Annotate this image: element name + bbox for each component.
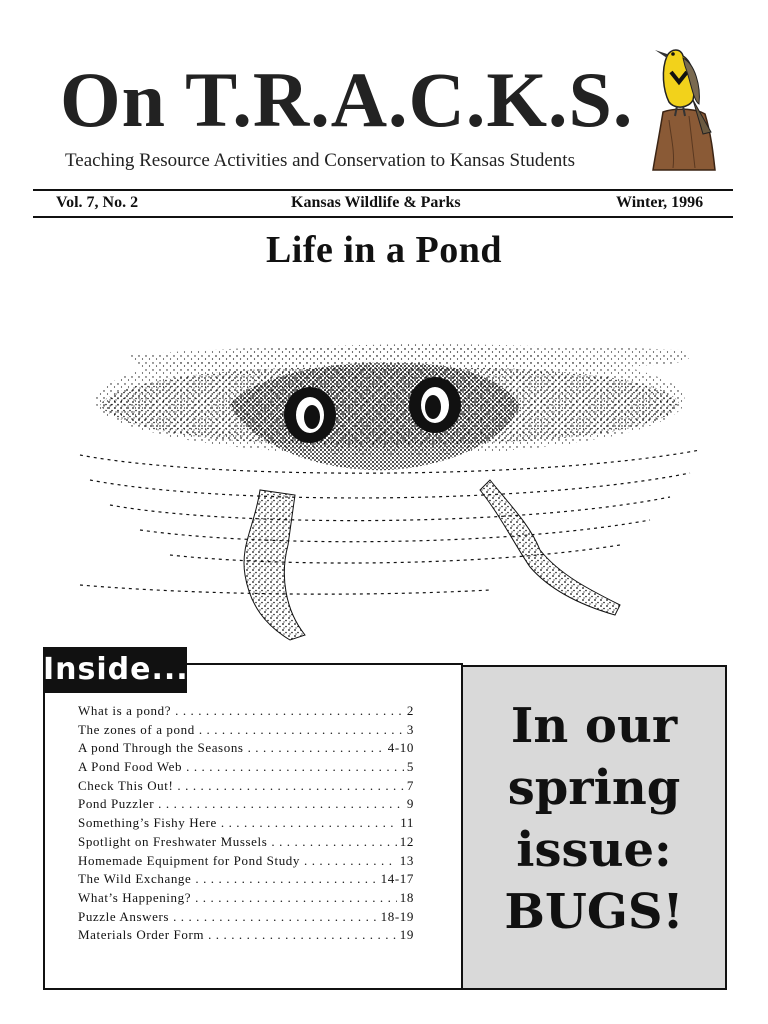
meadowlark-illustration [645, 42, 720, 172]
newsletter-title: On T.R.A.C.K.S. [60, 56, 634, 143]
toc-item[interactable]: Puzzle Answers . . . 18-19 [78, 908, 414, 927]
issue-season: Winter, 1996 [616, 194, 704, 211]
spring-issue-text [463, 695, 725, 943]
toc-item[interactable]: A pond Through the Seasons . . . 4-10 [78, 739, 414, 758]
inside-label: Inside... [43, 647, 187, 693]
spring-line-1: In our [510, 698, 678, 754]
toc-item[interactable]: Homemade Equipment for Pond Study . . . 13 [78, 852, 414, 871]
toc-item[interactable]: Spotlight on Freshwater Mussels . . . 12 [78, 833, 414, 852]
table-of-contents [78, 702, 414, 945]
toc-item[interactable]: What is a pond? . . . 2 [78, 702, 414, 721]
issue-headline: Life in a Pond [265, 229, 503, 271]
toc-item[interactable]: The zones of a pond . . . 3 [78, 721, 414, 740]
publisher-name: Kansas Wildlife & Parks [291, 194, 461, 211]
newsletter-subtitle: Teaching Resource Activities and Conservation to Kansas Students [65, 150, 575, 171]
toc-item[interactable]: Materials Order Form . . . 19 [78, 926, 414, 945]
volume-number: Vol. 7, No. 2 [56, 194, 139, 211]
toc-item[interactable]: What’s Happening? . . . 18 [78, 889, 414, 908]
spring-line-2: spring [507, 760, 681, 816]
toc-item[interactable]: Check This Out! . . . 7 [78, 777, 414, 796]
bottom-rule [33, 216, 733, 218]
spring-line-3: issue: [516, 822, 672, 878]
frog-in-pond-illustration [60, 305, 720, 645]
masthead [60, 56, 660, 143]
spring-issue-panel [461, 665, 727, 990]
spring-line-4: BUGS! [504, 884, 684, 940]
toc-item[interactable]: Something’s Fishy Here . . . 11 [78, 814, 414, 833]
issue-info-bar [33, 191, 733, 215]
toc-item[interactable]: Pond Puzzler . . . 9 [78, 795, 414, 814]
toc-item[interactable]: The Wild Exchange . . . 14-17 [78, 870, 414, 889]
toc-item[interactable]: A Pond Food Web . . . 5 [78, 758, 414, 777]
